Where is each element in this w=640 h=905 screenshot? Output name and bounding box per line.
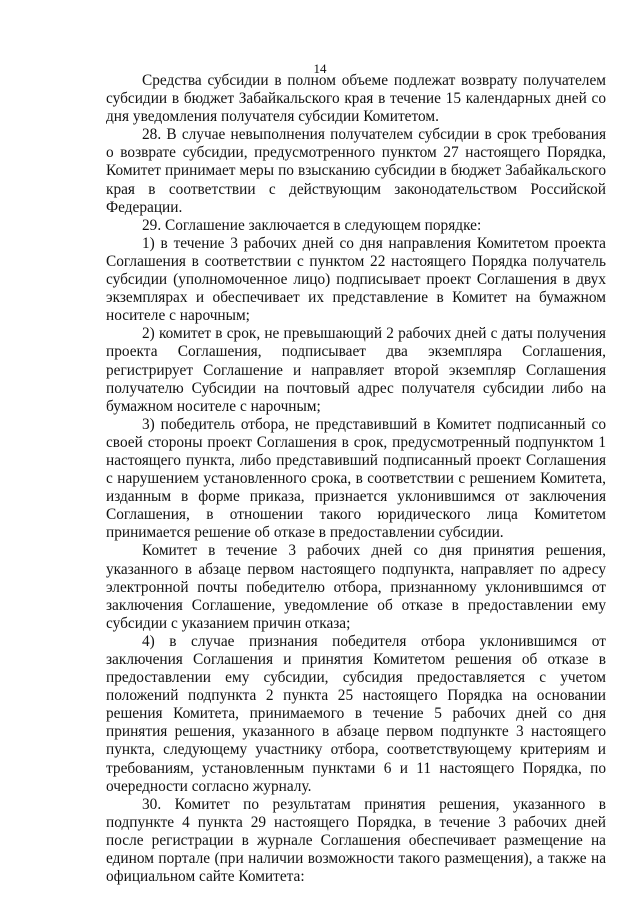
paragraph-29-subitem-4: 4) в случае признания победителя отбора уклонившимся от заключения Соглашения и принятия Комитетом решения об отказе в предоставлении ему субсидии, субсидия предоставляется с учетом положений подпункта 2 пункта 25 настоящего Порядка на основании решения Комитета, принимаемого в течение 5 рабочих дней со дня принятия решения, указанного в абзаце первом подпункте 3 настоящего пункта, следующему участнику отбора, соответствующему критериям и требованиям, установленным пунктами 6 и 11 настоящего Порядка, по очередности согласно журналу.: [106, 632, 606, 795]
document-body: [106, 72, 606, 886]
paragraph-29-subitem-1: 1) в течение 3 рабочих дней со дня направления Комитетом проекта Соглашения в соответствии с пунктом 22 настоящего Порядка получатель субсидии (уполномоченное лицо) подписывает проект Соглашения в двух экземплярах и обеспечивает их представление в Комитет на бумажном носителе с нарочным;: [106, 234, 606, 325]
paragraph-subsidy-refund: Средства субсидии в полном объеме подлежат возврату получателем субсидии в бюджет Забайкальского края в течение 15 календарных дней со дня уведомления получателя субсидии Комитетом.: [106, 72, 606, 126]
page-number: 14: [313, 61, 327, 76]
paragraph-30: 30. Комитет по результатам принятия решения, указанного в подпункте 4 пункта 29 настоящего Порядка, в течение 3 рабочих дней после регистрации в журнале Соглашения обеспечивает размещение на едином портале (при наличии возможности такого размещения), а также на официальном сайте Комитета:: [106, 795, 606, 886]
paragraph-29: 29. Соглашение заключается в следующем порядке:: [142, 216, 482, 234]
paragraph-29-subitem-2: 2) комитет в срок, не превышающий 2 рабочих дней с даты получения проекта Соглашения, подписывает два экземпляра Соглашения, регистрирует Соглашение и направляет второй экземпляр Соглашения получателю Субсидии на почтовый адрес получателя субсидии либо на бумажном носителе с нарочным;: [106, 325, 606, 415]
paragraph-29-subitem-3-notice: Комитет в течение 3 рабочих дней со дня принятия решения, указанного в абзаце первом настоящего подпункта, направляет по адресу электронной почты победителю отбора, признанному уклонившимся от заключения Соглашение, уведомление об отказе в предоставлении ему субсидии с указанием причин отказа;: [106, 542, 606, 632]
paragraph-28: 28. В случае невыполнения получателем субсидии в срок требования о возврате субсидии, предусмотренного пунктом 27 настоящего Порядка, Комитет принимает меры по взысканию субсидии в бюджет Забайкальского края в соответствии с действующим законодательством Российской Федерации.: [106, 126, 606, 216]
paragraph-29-subitem-3: 3) победитель отбора, не представивший в Комитет подписанный со своей стороны проект Соглашения в срок, предусмотренный подпунктом 1 настоящего пункта, либо представивший подписанный проект Соглашения с нарушением установленного срока, в соответствии с решением Комитета, изданным в форме приказа, признается уклонившимся от заключения Соглашения, в отношении такого юридического лица Комитетом принимается решение об отказе в предоставлении субсидии.: [106, 415, 606, 542]
